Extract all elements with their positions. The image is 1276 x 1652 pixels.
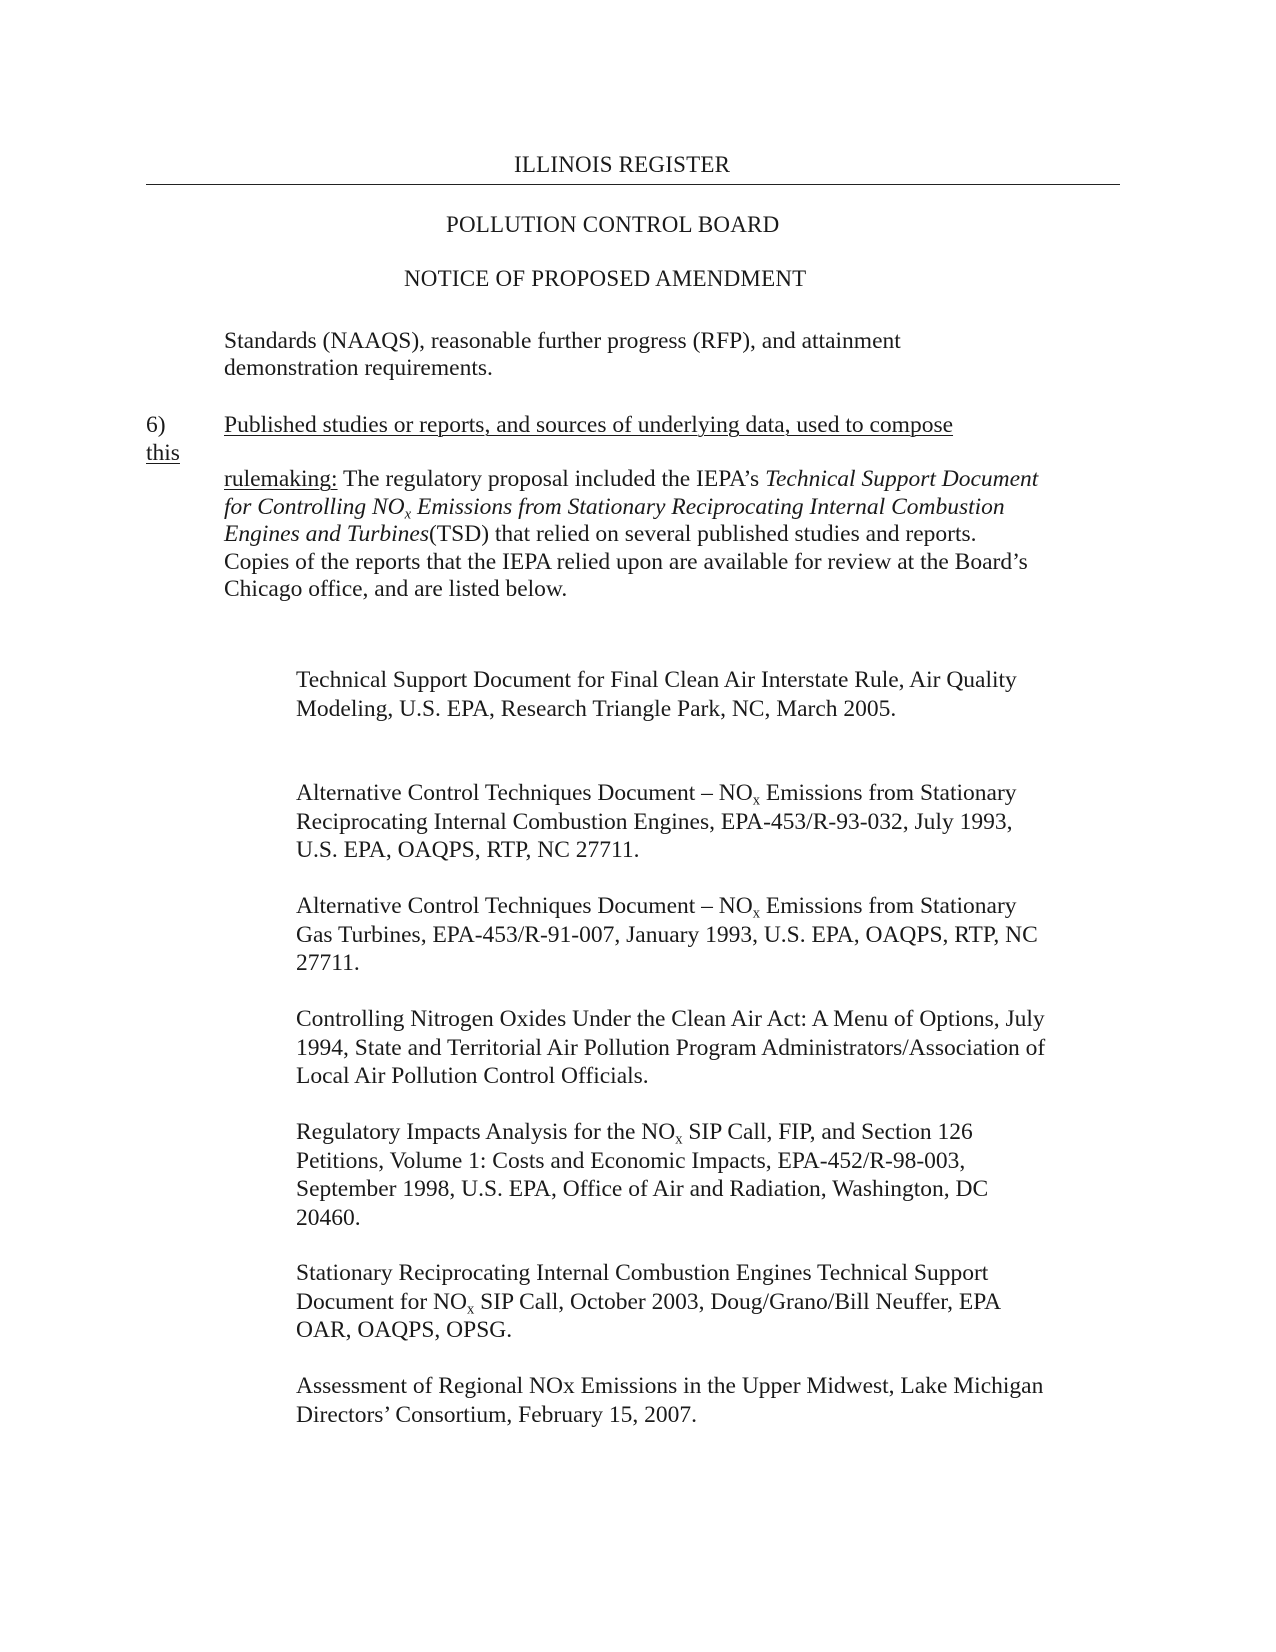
intro-line-2: demonstration requirements. xyxy=(224,355,493,381)
item-text-b: (TSD) that relied on several published studies and reports. Copies of the reports that the IEPA relied upon are available for review at the Board’s Chicago office, and are listed below. xyxy=(224,521,1028,603)
reference-6: Stationary Reciprocating Internal Combustion Engines Technical Support Document for $NO_x$ SIP Call, October 2003, Doug/Grano/Bill Neuffer, EPA OAR, OAQPS, OPSG. xyxy=(296,1260,1000,1344)
item-lead: rulemaking: xyxy=(224,466,338,492)
notice-title: NOTICE OF PROPOSED AMENDMENT xyxy=(404,266,807,291)
reference-4: Controlling Nitrogen Oxides Under the Clean Air Act: A Menu of Options, July 1994, State and Territorial Air Pollution Program Administrators/Association of Local Air Pollution Control Officials. xyxy=(296,1006,1046,1090)
item-body xyxy=(224,466,1044,604)
reference-1: Technical Support Document for Final Clean Air Interstate Rule, Air Quality Modeling, U.S. EPA, Research Triangle Park, NC, March 2005. xyxy=(296,667,1017,722)
header-divider xyxy=(146,184,1120,185)
reference-2: Alternative Control Techniques Document – $NO_x$ Emissions from Stationary Reciprocating Internal Combustion Engines, EPA-453/R-93-032, July 1993, U.S. EPA, OAQPS, RTP, NC 27711. xyxy=(296,780,1017,864)
item-number: 6) xyxy=(146,412,166,438)
reference-5: Regulatory Impacts Analysis for the $NO_x$ SIP Call, FIP, and Section 126 Petitions, Volume 1: Costs and Economic Impacts, EPA-452/R-98-003, September 1998, U.S. EPA, Office of Air and Radiation, Washington, DC 20460. xyxy=(296,1119,989,1231)
item-text-a: The regulatory proposal included the IEPA’s xyxy=(337,466,766,492)
intro-line-1: Standards (NAAQS), reasonable further progress (RFP), and attainment xyxy=(224,328,901,354)
reference-7: Assessment of Regional NOx Emissions in the Upper Midwest, Lake Michigan Directors’ Consortium, February 15, 2007. xyxy=(296,1373,1044,1428)
item-heading: Published studies or reports, and sources of underlying data, used to compose xyxy=(224,412,954,438)
register-title: ILLINOIS REGISTER xyxy=(514,152,731,177)
reference-3: Alternative Control Techniques Document – $NO_x$ Emissions from Stationary Gas Turbines, EPA-453/R-91-007, January 1993, U.S. EPA, OAQPS, RTP, NC 27711. xyxy=(296,893,1038,977)
board-title: POLLUTION CONTROL BOARD xyxy=(446,212,780,237)
item-heading-wrap: this xyxy=(146,440,180,466)
tsd-title: Technical Support Document for Controlling $NO_x$ Emissions from Stationary Reciprocating Internal Combustion Engines and Turbines xyxy=(224,466,1039,548)
